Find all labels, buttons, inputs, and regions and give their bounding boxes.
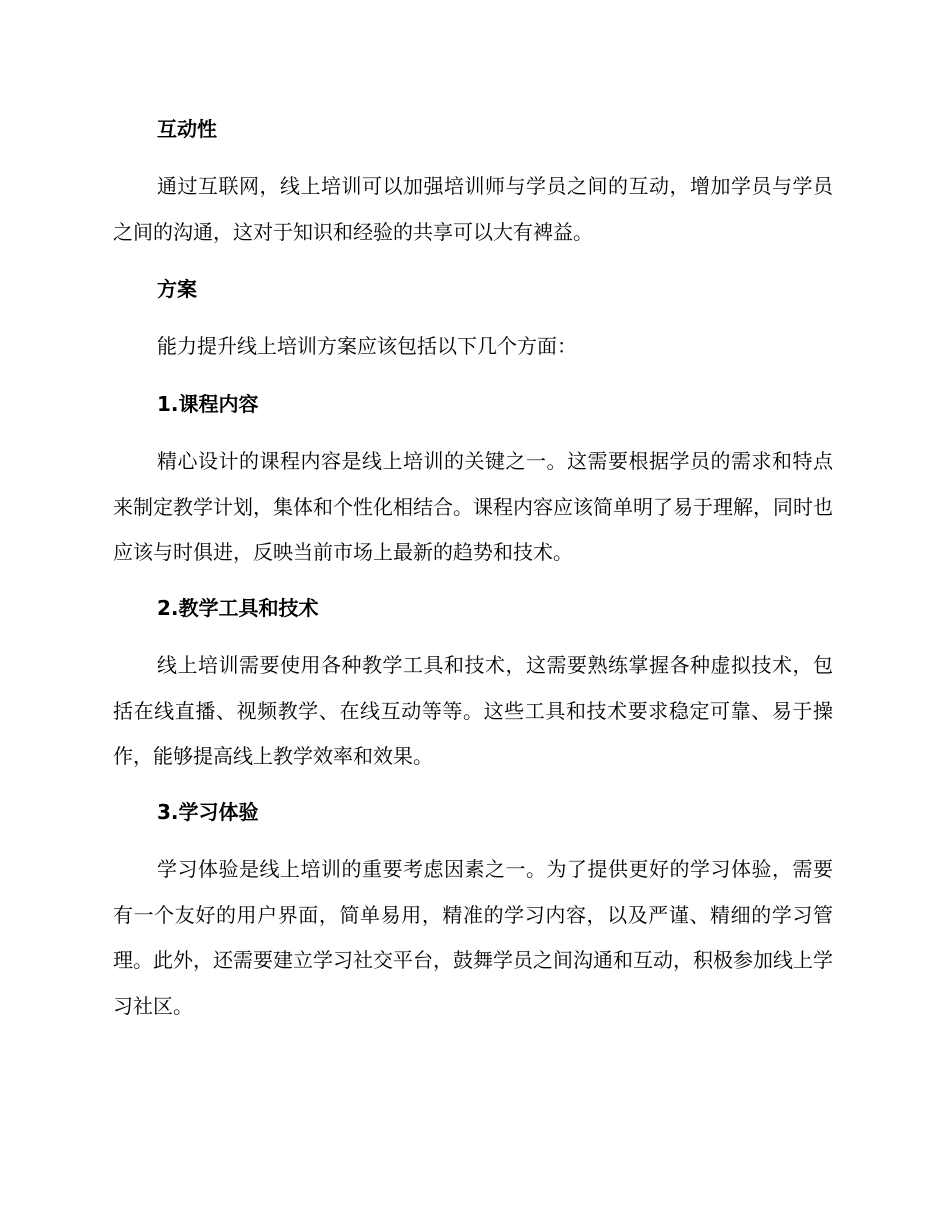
section-paragraph-plan: 能力提升线上培训方案应该包括以下几个方面： <box>157 334 577 358</box>
section-heading-plan: 方案 <box>157 277 197 301</box>
section-heading-interactivity: 互动性 <box>157 117 217 141</box>
section-paragraph-learning-experience: 学习体验是线上培训的重要考虑因素之一。为了提供更好的学习体验，需要有一个友好的用户界面，简单易用，精准的学习内容，以及严谨、精细的学习管理。此外，还需要建立学习社交平台，鼓舞学员之间沟通和互动，积极参加线上学习社区。 <box>113 857 833 1018</box>
section-paragraph-interactivity: 通过互联网，线上培训可以加强培训师与学员之间的互动，增加学员与学员之间的沟通，这对于知识和经验的共享可以大有裨益。 <box>113 174 833 244</box>
section-heading-teaching-tools: 2.教学工具和技术 <box>157 596 319 620</box>
section-heading-course-content: 1.课程内容 <box>157 392 259 416</box>
section-heading-learning-experience: 3.学习体验 <box>157 800 259 824</box>
section-paragraph-teaching-tools: 线上培训需要使用各种教学工具和技术，这需要熟练掌握各种虚拟技术，包括在线直播、视频教学、在线互动等等。这些工具和技术要求稳定可靠、易于操作，能够提高线上教学效率和效果。 <box>113 653 833 768</box>
section-paragraph-course-content: 精心设计的课程内容是线上培训的关键之一。这需要根据学员的需求和特点来制定教学计划，集体和个性化相结合。课程内容应该简单明了易于理解，同时也应该与时俱进，反映当前市场上最新的趋势和技术。 <box>113 449 833 564</box>
